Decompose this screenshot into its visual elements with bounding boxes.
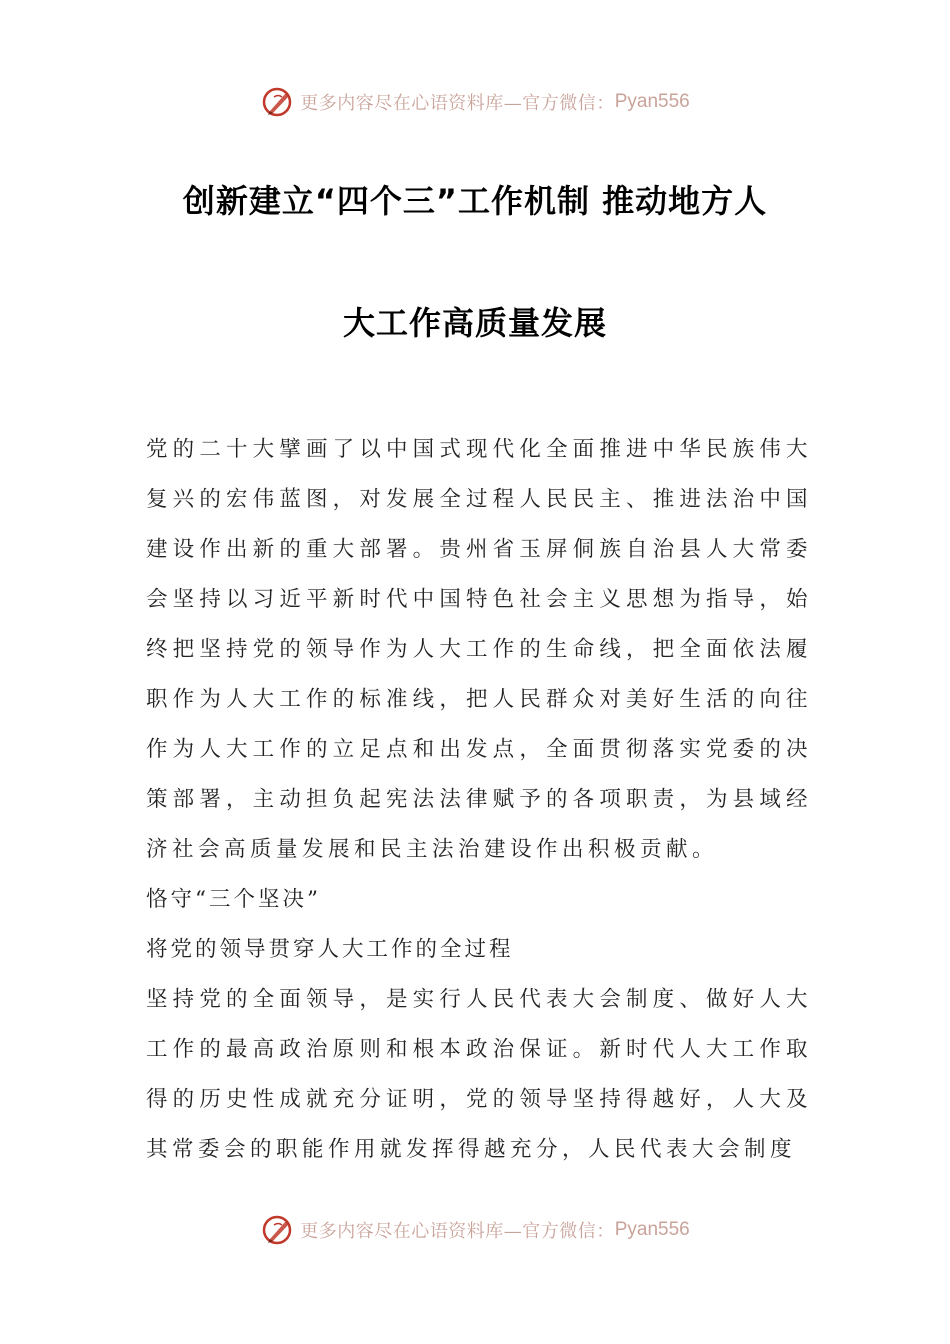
watermark-footer <box>0 1210 950 1250</box>
section-subheading: 将党的领导贯穿人大工作的全过程 <box>146 937 514 962</box>
paragraph-section-body: 坚持党的全面领导，是实行人民代表大会制度、做好人大工作的最高政治原则和根本政治保证。新时代人大工作取得的历史性成就充分证明，党的领导坚持得越好，人大及其常委会的职能作用就发挥得越充分，人民代表大会制度 <box>146 987 812 1162</box>
pen-logo-icon <box>260 1212 296 1248</box>
watermark-wechat-id: Pyan556 <box>614 91 690 112</box>
watermark-text: 更多内容尽在心语资料库—官方微信： <box>300 93 615 114</box>
paragraph-intro: 党的二十大擘画了以中国式现代化全面推进中华民族伟大复兴的宏伟蓝图，对发展全过程人民民主、推进法治中国建设作出新的重大部署。贵州省玉屏侗族自治县人大常委会坚持以习近平新时代中国特色社会主义思想为指导，始终把坚持党的领导作为人大工作的生命线，把全面依法履职作为人大工作的标准线，把人民群众对美好生活的向往作为人大工作的立足点和出发点，全面贯彻落实党委的决策部署，主动担负起宪法法律赋予的各项职责，为县域经济社会高质量发展和民主法治建设作出积极贡献。 <box>146 437 812 862</box>
watermark-header <box>0 82 950 122</box>
document-body <box>146 425 812 1175</box>
document-title-line-1: 创新建立“四个三”工作机制 推动地方人 <box>182 182 768 220</box>
document-title-line-2: 大工作高质量发展 <box>342 304 607 342</box>
pen-logo-icon <box>260 84 296 120</box>
watermark-text: 更多内容尽在心语资料库—官方微信： <box>300 1221 615 1242</box>
section-heading: 恪守“三个坚决” <box>146 887 321 912</box>
watermark-wechat-id: Pyan556 <box>614 1219 690 1240</box>
